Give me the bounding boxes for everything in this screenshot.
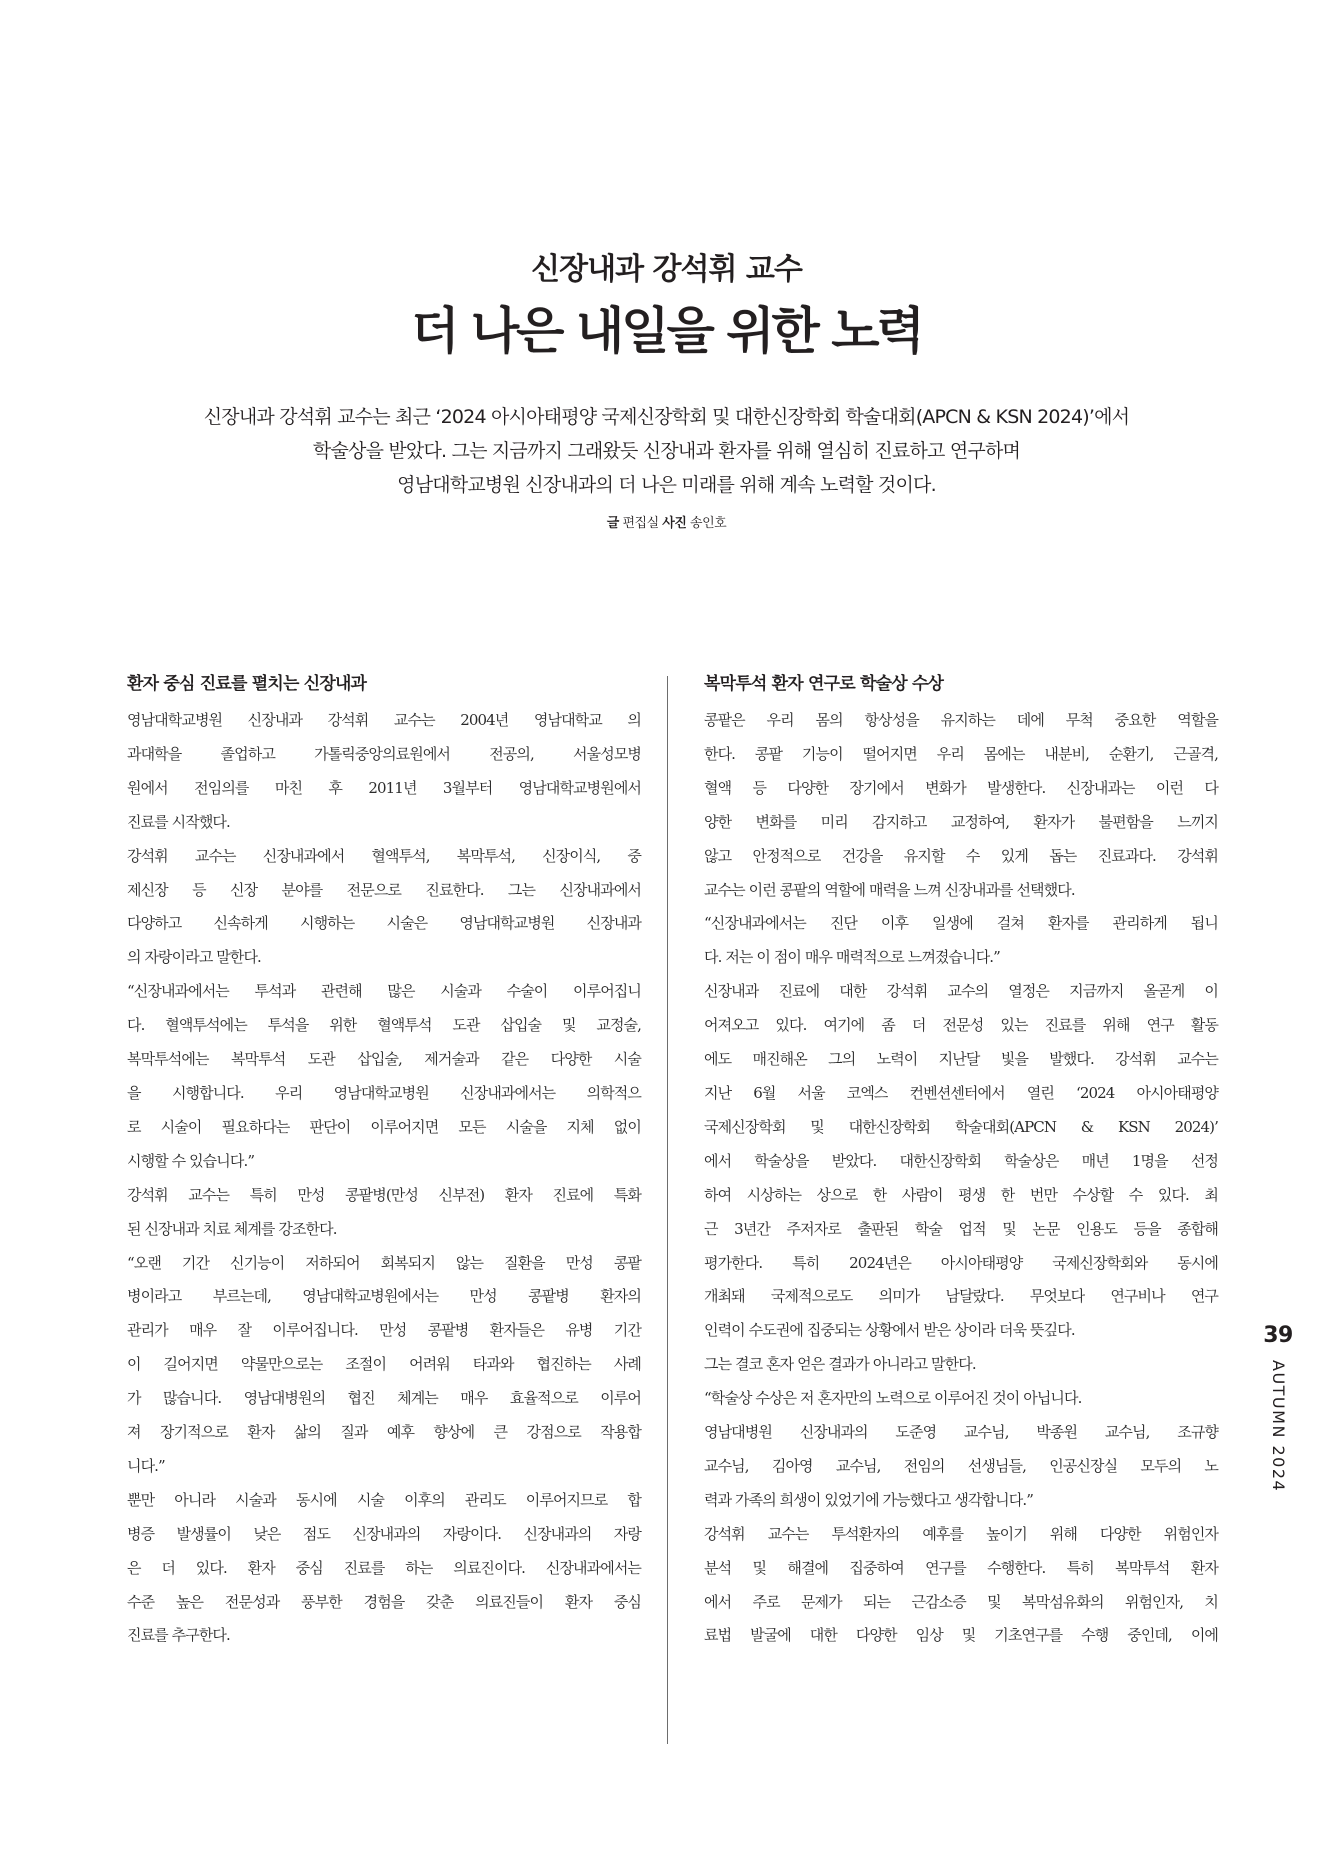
- writer-label: 글: [606, 516, 619, 531]
- body-text-line: 근 3년간 주저자로 출판된 학술 업적 및 논문 인용도 등을 종합해: [704, 1219, 1218, 1238]
- body-text-line: 강석휘 교수는 특히 만성 콩팥병(만성 신부전) 환자 진료에 특화: [127, 1185, 641, 1204]
- writer-name: 편집실: [622, 516, 659, 531]
- body-text-line: “신장내과에서는 진단 이후 일생에 걸쳐 환자를 관리하게 됩니: [704, 914, 1218, 933]
- page-footer: [1258, 1322, 1298, 1492]
- body-text-line: 신장내과 진료에 대한 강석휘 교수의 열정은 지금까지 올곧게 이: [704, 982, 1218, 1001]
- section-heading: 환자 중심 진료를 펼치는 신장내과: [127, 674, 367, 694]
- body-text-line: 력과 가족의 희생이 있었기에 가능했다고 생각합니다.”: [704, 1490, 1033, 1509]
- body-text-line: 진료를 추구한다.: [127, 1626, 230, 1645]
- body-text-line: 분석 및 해결에 집중하여 연구를 수행한다. 특히 복막투석 환자: [704, 1558, 1218, 1577]
- body-text-line: 료법 발굴에 대한 다양한 임상 및 기초연구를 수행 중인데, 이에: [704, 1626, 1218, 1645]
- body-text-line: 다. 저는 이 점이 매우 매력적으로 느껴졌습니다.”: [704, 948, 1000, 967]
- section-heading: 복막투석 환자 연구로 학술상 수상: [704, 674, 944, 694]
- body-text-line: 뿐만 아니라 시술과 동시에 시술 이후의 관리도 이루어지므로 합: [127, 1490, 641, 1509]
- lead-paragraph: [0, 400, 1333, 502]
- body-text-line: 시행할 수 있습니다.”: [127, 1151, 255, 1170]
- right-column-body: [704, 704, 1218, 1653]
- body-text-line: 된 신장내과 치료 체계를 강조한다.: [127, 1219, 337, 1238]
- body-text-line: 그는 결코 혼자 얻은 결과가 아니라고 말한다.: [704, 1355, 976, 1374]
- body-text-line: 다. 혈액투석에는 투석을 위한 혈액투석 도관 삽입술 및 교정술,: [127, 1016, 641, 1035]
- issue-season: AUTUMN 2024: [1269, 1360, 1288, 1493]
- body-text-line: 관리가 매우 잘 이루어집니다. 만성 콩팥병 환자들은 유병 기간: [127, 1321, 641, 1340]
- body-text-line: 영남대학교병원 신장내과 강석휘 교수는 2004년 영남대학교 의: [127, 711, 641, 729]
- body-text-line: 에도 매진해온 그의 노력이 지난달 빛을 발했다. 강석휘 교수는: [704, 1050, 1218, 1069]
- body-text-line: 혈액 등 다양한 장기에서 변화가 발생한다. 신장내과는 이런 다: [704, 778, 1218, 797]
- lead-line: 신장내과 강석휘 교수는 최근 ‘2024 아시아태평양 국제신장학회 및 대한신장학회 학술대회(APCN & KSN 2024)’에서: [203, 406, 1130, 428]
- body-text-line: “오랜 기간 신기능이 저하되어 회복되지 않는 질환을 만성 콩팥: [127, 1253, 641, 1272]
- body-text-line: 복막투석에는 복막투석 도관 삽입술, 제거술과 같은 다양한 시술: [127, 1050, 641, 1069]
- column-divider: [667, 676, 668, 1744]
- left-column-body: [127, 704, 641, 1653]
- body-text-line: 병증 발생률이 낮은 점도 신장내과의 자랑이다. 신장내과의 자랑: [127, 1524, 641, 1543]
- body-text-line: 교수님, 김아영 교수님, 전임의 선생님들, 인공신장실 모두의 노: [704, 1456, 1218, 1475]
- body-text-line: 수준 높은 전문성과 풍부한 경험을 갖춘 의료진들이 환자 중심: [127, 1592, 641, 1611]
- body-text-line: 지난 6월 서울 코엑스 컨벤션센터에서 열린 ‘2024 아시아태평양: [704, 1083, 1218, 1102]
- body-text-line: 져 장기적으로 환자 삶의 질과 예후 향상에 큰 강점으로 작용합: [127, 1423, 641, 1442]
- body-text-line: 의 자랑이라고 말한다.: [127, 948, 261, 967]
- body-text-line: 교수는 이런 콩팥의 역할에 매력을 느껴 신장내과를 선택했다.: [704, 880, 1075, 899]
- body-text-line: 진료를 시작했다.: [127, 812, 230, 831]
- body-text-line: 강석휘 교수는 투석환자의 예후를 높이기 위해 다양한 위험인자: [704, 1524, 1218, 1543]
- body-text-line: 개최돼 국제적으로도 의미가 남달랐다. 무엇보다 연구비나 연구: [704, 1287, 1218, 1306]
- body-text-line: 과대학을 졸업하고 가톨릭중앙의료원에서 전공의, 서울성모병: [127, 744, 641, 763]
- body-text-line: 은 더 있다. 환자 중심 진료를 하는 의료진이다. 신장내과에서는: [127, 1558, 641, 1577]
- body-text-line: 로 시술이 필요하다는 판단이 이루어지면 모든 시술을 지체 없이: [127, 1117, 641, 1136]
- body-text-line: 않고 안정적으로 건강을 유지할 수 있게 돕는 진료과다. 강석휘: [704, 846, 1218, 865]
- article-title: 더 나은 내일을 위한 노력: [411, 302, 922, 360]
- lead-line: 학술상을 받았다. 그는 지금까지 그래왔듯 신장내과 환자를 위해 열심히 진료하고 연구하며: [312, 440, 1021, 462]
- body-text-line: “신장내과에서는 투석과 관련해 많은 시술과 수술이 이루어집니: [127, 982, 641, 1001]
- body-text-line: 국제신장학회 및 대한신장학회 학술대회(APCN & KSN 2024)’: [704, 1117, 1218, 1136]
- body-text-line: 원에서 전임의를 마친 후 2011년 3월부터 영남대학교병원에서: [127, 778, 641, 797]
- body-text-line: 평가한다. 특히 2024년은 아시아태평양 국제신장학회와 동시에: [704, 1253, 1218, 1272]
- body-text-line: 에서 학술상을 받았다. 대한신장학회 학술상은 매년 1명을 선정: [704, 1151, 1218, 1170]
- body-text-line: 병이라고 부르는데, 영남대학교병원에서는 만성 콩팥병 환자의: [127, 1287, 641, 1306]
- body-text-line: 하여 시상하는 상으로 한 사람이 평생 한 번만 수상할 수 있다. 최: [704, 1185, 1218, 1204]
- body-text-line: 콩팥은 우리 몸의 항상성을 유지하는 데에 무척 중요한 역할을: [704, 711, 1218, 729]
- body-text-line: 양한 변화를 미리 감지하고 교정하여, 환자가 불편함을 느끼지: [704, 812, 1218, 831]
- photographer-name: 송인호: [690, 516, 727, 531]
- body-text-line: “학술상 수상은 저 혼자만의 노력으로 이루어진 것이 아닙니다.: [704, 1389, 1082, 1408]
- body-text-line: 다양하고 신속하게 시행하는 시술은 영남대학교병원 신장내과: [127, 914, 641, 933]
- body-text-line: 어져오고 있다. 여기에 좀 더 전문성 있는 진료를 위해 연구 활동: [704, 1016, 1218, 1035]
- body-text-line: 이 길어지면 약물만으로는 조절이 어려워 타과와 협진하는 사례: [127, 1355, 641, 1374]
- left-column: [127, 670, 641, 1653]
- body-text-line: 에서 주로 문제가 되는 근감소증 및 복막섬유화의 위험인자, 치: [704, 1592, 1218, 1611]
- page-number: 39: [1263, 1323, 1293, 1348]
- body-text-line: 한다. 콩팥 기능이 떨어지면 우리 몸에는 내분비, 순환기, 근골격,: [704, 744, 1218, 763]
- article-header: [0, 250, 1333, 362]
- article-subtitle: 신장내과 강석휘 교수: [531, 252, 802, 287]
- lead-line: 영남대학교병원 신장내과의 더 나은 미래를 위해 계속 노력할 것이다.: [397, 474, 936, 496]
- body-text-line: 제신장 등 신장 분야를 전문으로 진료한다. 그는 신장내과에서: [127, 880, 641, 899]
- right-column: [704, 670, 1218, 1653]
- body-text-line: 니다.”: [127, 1456, 165, 1475]
- body-text-line: 가 많습니다. 영남대병원의 협진 체계는 매우 효율적으로 이루어: [127, 1389, 641, 1408]
- body-text-line: 을 시행합니다. 우리 영남대학교병원 신장내과에서는 의학적으: [127, 1083, 641, 1102]
- body-text-line: 인력이 수도권에 집중되는 상황에서 받은 상이라 더욱 뜻깊다.: [704, 1321, 1075, 1340]
- byline: [0, 512, 1333, 531]
- photo-label: 사진: [662, 516, 687, 531]
- body-text-line: 강석휘 교수는 신장내과에서 혈액투석, 복막투석, 신장이식, 중: [127, 846, 641, 865]
- body-text-line: 영남대병원 신장내과의 도준영 교수님, 박종원 교수님, 조규향: [704, 1423, 1218, 1442]
